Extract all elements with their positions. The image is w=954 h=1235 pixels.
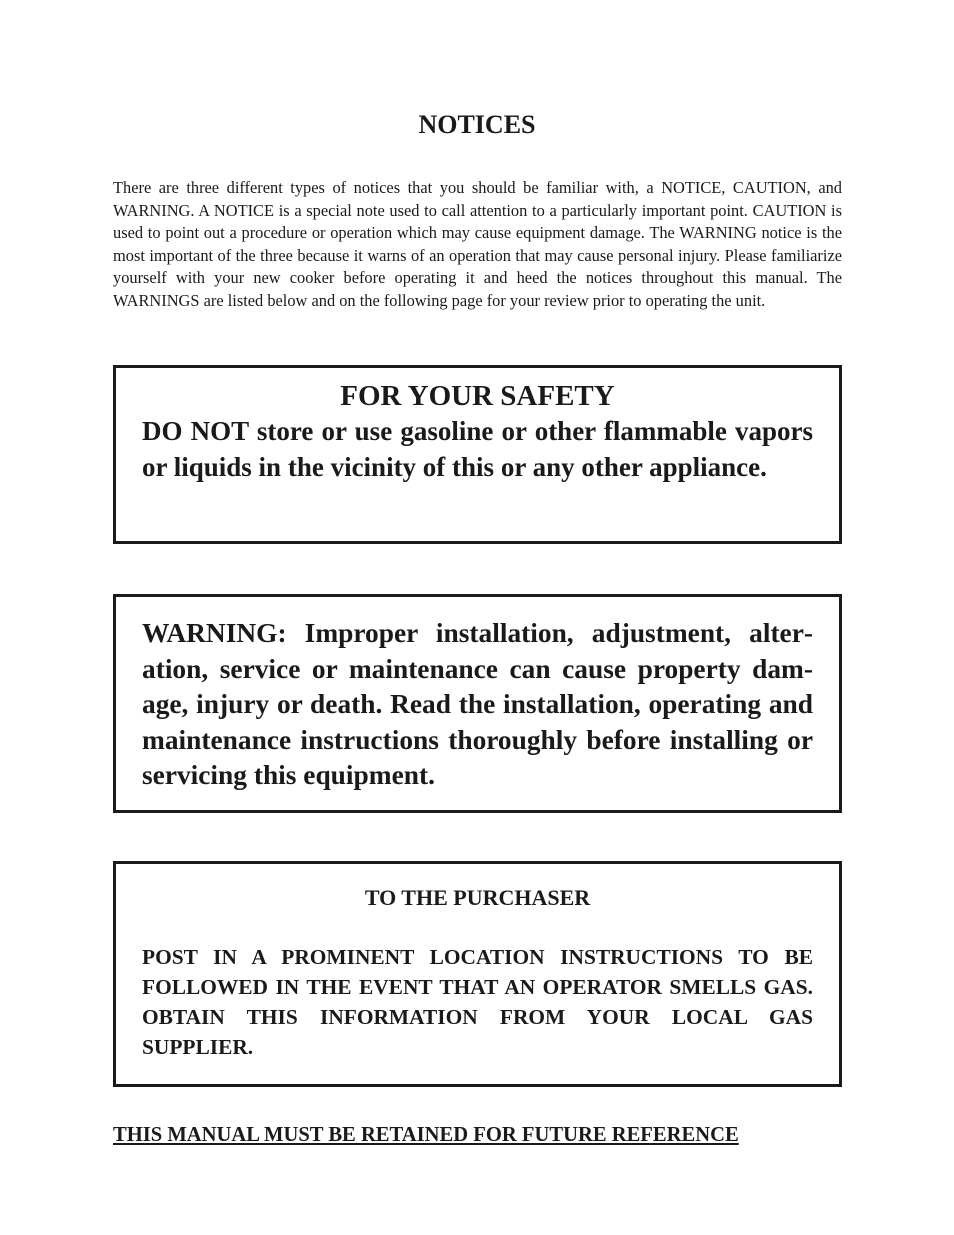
purchaser-heading: TO THE PURCHASER: [364, 885, 591, 910]
intro-paragraph: There are three different types of notices that you should be familiar with, a NOTICE, CAUTION, and WARNING. A NOTICE is a special note used to call attention to a particularly important point. CAUTION is used to point out a procedure or operation which may cause equipment damage. The WARNING notice is the most important of the three because it warns of an operation that may cause personal injury. Please familiarize yourself with your new cooker before operating it and heed the notices throughout this manual. The WARNINGS are listed below and on the following page for your review prior to operating the unit.: [113, 178, 842, 310]
warning-text: WARNING: Improper installation, adjustment, alteration, service or maintenance can cause property damage, injury or death. Read the installation, operating and maintenance instructions thoroughly before installing or servicing this equipment.: [142, 618, 813, 790]
warning-notice-box: [113, 594, 842, 813]
page-title: NOTICES: [418, 110, 536, 139]
safety-notice-box: [113, 365, 842, 544]
purchaser-notice-box: [113, 861, 842, 1087]
safety-text: DO NOT store or use gasoline or other flammable vapors or liquids in the vicinity of this or any other appliance.: [142, 416, 813, 482]
retain-manual-note: THIS MANUAL MUST BE RETAINED FOR FUTURE REFERENCE: [113, 1124, 739, 1146]
purchaser-text: POST IN A PROMINENT LOCATION INSTRUCTIONS TO BE FOLLOWED IN THE EVENT THAT AN OPERATOR SMELLS GAS. OBTAIN THIS INFORMATION FROM YOUR LOCAL GAS SUPPLIER.: [142, 945, 813, 1059]
safety-heading: FOR YOUR SAFETY: [340, 380, 615, 412]
